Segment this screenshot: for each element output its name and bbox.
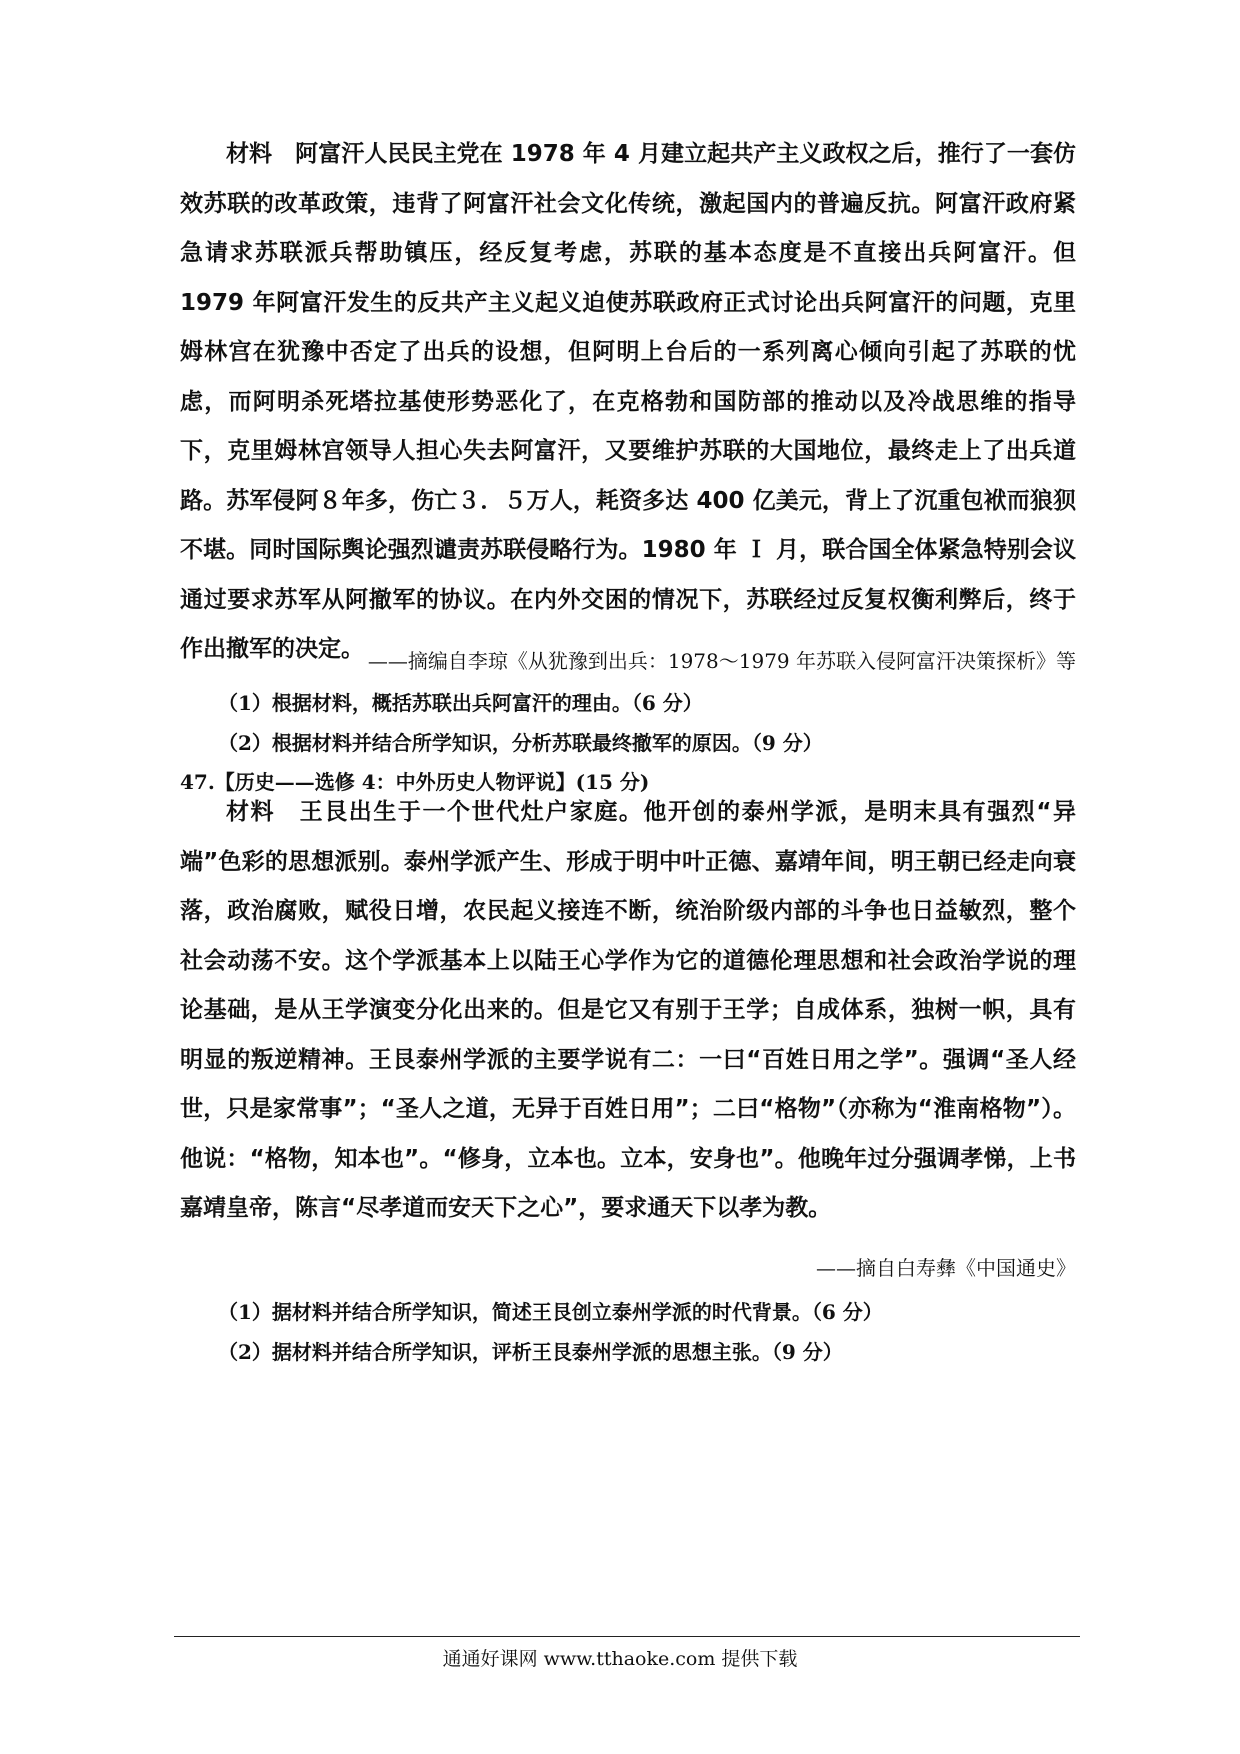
q47-question-2: （2）据材料并结合所学知识，评析王艮泰州学派的思想主张。（9 分） bbox=[218, 1340, 843, 1364]
q47-question-1: （1）据材料并结合所学知识，简述王艮创立泰州学派的时代背景。（6 分） bbox=[218, 1300, 883, 1324]
footer-divider bbox=[174, 1636, 1080, 1637]
q46-source: ——摘编自李琼《从犹豫到出兵：1978～1979 年苏联入侵阿富汗决策探析》等 bbox=[367, 649, 1076, 673]
footer-text: 通通好课网 www.tthaoke.com 提供下载 bbox=[442, 1648, 798, 1670]
q47-source: ——摘自白寿彝《中国通史》 bbox=[816, 1256, 1076, 1280]
q47-heading: 47.【历史——选修 4：中外历史人物评说】(15 分) bbox=[180, 770, 650, 794]
q46-question-1: （1）根据材料，概括苏联出兵阿富汗的理由。（6 分） bbox=[218, 691, 703, 715]
q46-material: 材料 阿富汗人民民主党在 1978 年 4 月建立起共产主义政权之后，推行了一套仿效苏联的改革政策，违背了阿富汗社会文化传统，激起国内的普遍反抗。阿富汗政府紧急请求苏联派兵帮助镇压，经反复考虑，苏联的基本态度是不直接出兵阿富汗。但 1979 年阿富汗发生的反共产主义起义迫使苏联政府正式讨论出兵阿富汗的问题，克里姆林宫在犹豫中否定了出兵的设想，但阿明上台后的一系列离心倾向引起了苏联的忧虑，而阿明杀死塔拉基使形势恶化了，在克格勃和国防部的推动以及冷战思维的指导下，克里姆林宫领导人担心失去阿富汗，又要维护苏联的大国地位，最终走上了出兵道路。苏军侵阿８年多，伤亡３．５万人，耗资多达 400 亿美元，背上了沉重包袱而狼狈不堪。同时国际舆论强烈谴责苏联侵略行为。1980 年 Ｉ 月，联合国全体紧急特别会议通过要求苏军从阿撤军的协议。在内外交困的情况下，苏联经过反复权衡利弊后，终于作出撤军的决定。 bbox=[180, 141, 1076, 662]
q46-question-2: （2）根据材料并结合所学知识，分析苏联最终撤军的原因。（9 分） bbox=[218, 731, 823, 755]
q47-material: 材料 王艮出生于一个世代灶户家庭。他开创的泰州学派，是明末具有强烈“异端”色彩的思想派别。泰州学派产生、形成于明中叶正德、嘉靖年间，明王朝已经走向衰落，政治腐败，赋役日增，农民起义接连不断，统治阶级内部的斗争也日益敏烈，整个社会动荡不安。这个学派基本上以陆王心学作为它的道德伦理思想和社会政治学说的理论基础，是从王学演变分化出来的。但是它又有别于王学；自成体系，独树一帜，具有明显的叛逆精神。王艮泰州学派的主要学说有二：一曰“百姓日用之学”。强调“圣人经世，只是家常事”；“圣人之道，无异于百姓日用”；二曰“格物”（亦称为“淮南格物”）。他说：“格物，知本也”。“修身，立本也。立本，安身也”。他晚年过分强调孝悌，上书嘉靖皇帝，陈言“尽孝道而安天下之心”，要求通天下以孝为教。 bbox=[180, 799, 1076, 1221]
